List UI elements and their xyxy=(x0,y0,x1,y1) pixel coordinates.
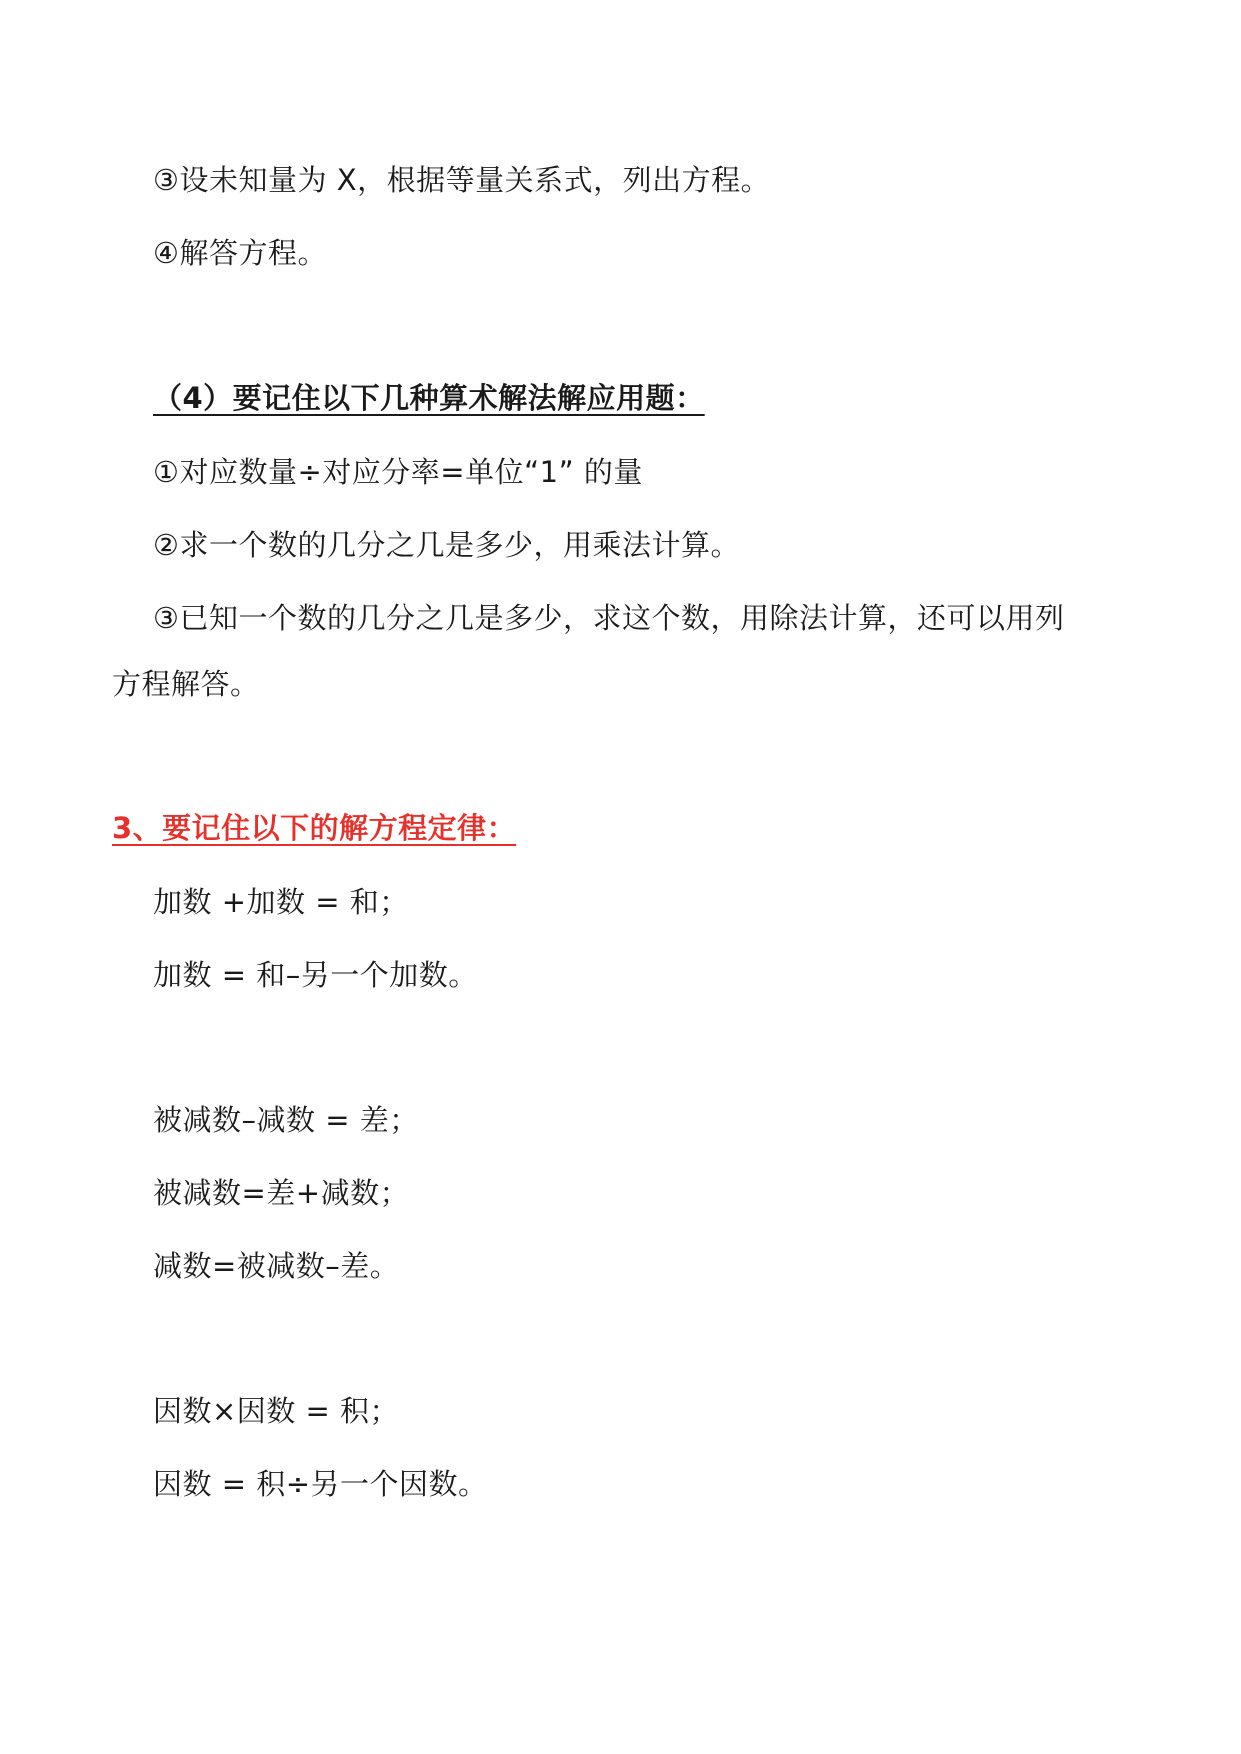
subtraction-law-2: 被减数=差+减数； xyxy=(153,1176,410,1210)
section-3-heading: 3、要记住以下的解方程定律： xyxy=(112,811,517,845)
rule-item-1: ①对应数量÷对应分率=单位“1” 的量 xyxy=(153,455,643,489)
subsection-4-heading: （4）要记住以下几种算术解法解应用题： xyxy=(153,381,705,415)
subtraction-law-1: 被减数–减数 = 差； xyxy=(153,1103,419,1137)
rule-item-2: ②求一个数的几分之几是多少，用乘法计算。 xyxy=(153,528,740,562)
step-4-text: ④解答方程。 xyxy=(153,236,327,270)
rule-item-3-line1: ③已知一个数的几分之几是多少，求这个数，用除法计算，还可以用列 xyxy=(153,601,1065,635)
multiplication-law-1: 因数×因数 = 积； xyxy=(153,1394,400,1428)
multiplication-law-2: 因数 = 积÷另一个因数。 xyxy=(153,1467,488,1501)
rule-item-3-line2: 方程解答。 xyxy=(112,667,260,701)
subtraction-law-3: 减数=被减数–差。 xyxy=(153,1249,400,1283)
addition-law-1: 加数 +加数 = 和； xyxy=(153,885,409,919)
step-3-text: ③设未知量为 X，根据等量关系式，列出方程。 xyxy=(153,163,771,197)
addition-law-2: 加数 = 和–另一个加数。 xyxy=(153,958,478,992)
